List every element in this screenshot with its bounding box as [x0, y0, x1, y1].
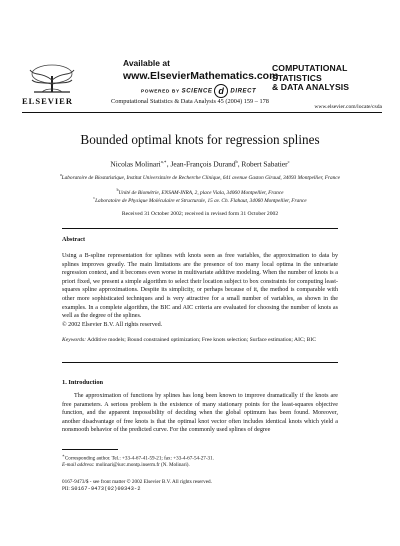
email-label: E-mail address: — [62, 462, 95, 469]
affiliation-text: Laboratoire de Physique Moléculaire et Structurale, 15 av. Ch. Flahaut, 34060 Montpellier, France — [95, 197, 307, 204]
footnote-divider — [62, 449, 118, 450]
pii-value: S0167-9473(02)00343-2 — [71, 486, 141, 492]
publisher-name: ELSEVIER — [22, 96, 73, 106]
journal-title-line: COMPUTATIONAL — [272, 63, 348, 73]
keywords — [62, 337, 338, 345]
journal-title-block — [272, 64, 382, 93]
author-name: Jean-François Durand — [170, 159, 236, 169]
abstract-copyright: © 2002 Elsevier B.V. All rights reserved. — [62, 321, 163, 328]
section-body: The approximation of functions by splines has long been known to improve dramatically if the knots are free parameters. A serious problem is the existence of many stationary points for the least-squares objective function, and the apparent impossibility of deciding when the global optimum has been found. Moreover, another disadvantage of free knots is that the optimal knot vector often includes identical knots which yield a nonsmooth behavior of the predicted curve. For the commonly used splines of degree — [62, 393, 338, 434]
abstract-top-divider — [62, 228, 338, 229]
footnote-mark: ∗ — [62, 453, 65, 458]
header-divider — [22, 112, 382, 113]
journal-title-line: & DATA ANALYSIS — [272, 82, 350, 92]
author-marks: c — [287, 159, 290, 164]
powered-by-sciencedirect — [141, 84, 256, 98]
author-marks: a,∗ — [160, 159, 167, 164]
affiliation-text: Unité de Biométrie, ENSAM-INRA, 2, place Viala, 34060 Montpellier, France — [118, 189, 284, 196]
abstract-text: Using a B-spline representation for splines with knots seen as free variables, the approximation to data by splines improves greatly. The main limitations are the presence of too many local optima in the univariate regression context, and it becomes even worse in multivariate additive modeling. When the number of knots is a priori fixed, we present a simple algorithm to select their location subject to box constraints for computing least-squares spline approximations. Despite its simplicity, or perhaps because of it, the method is comparable with other more sophisticated techniques and is very attractive for a small number of variables, as shown in the examples. In a complete algorithm, the BIC and AIC criteria are evaluated for choosing the number of knots as well as the degree of the splines. — [62, 253, 338, 320]
affiliation-mark: a — [59, 173, 62, 177]
available-at-label: Available at — [123, 58, 170, 68]
paper-title: Bounded optimal knots for regression splines — [80, 132, 320, 147]
affiliation-mark: c — [93, 196, 96, 200]
author-marks: b — [235, 159, 238, 164]
abstract-bottom-divider — [62, 362, 338, 363]
affiliation-text: Laboratoire de Biostatistique, Institut Universitaire de Recherche Clinique, 641 avenue Gaston Giraud, 34093 Montpellier, France — [61, 174, 341, 181]
site-link[interactable]: www.ElsevierMathematics.com — [123, 70, 279, 82]
author-name: Robert Sabatier — [241, 159, 288, 169]
keywords-text: Additive models; Bound constrained optimization; Free knots selection; Surface estimation; AIC; BIC — [87, 337, 316, 343]
section-heading: 1. Introduction — [62, 379, 104, 386]
pii-label: PII: — [62, 486, 70, 492]
author-name: Nicolas Molinari — [110, 159, 161, 169]
abstract-body — [62, 252, 338, 329]
issn-block — [62, 479, 212, 493]
affiliation — [50, 195, 350, 205]
powered-by-label: POWERED BY — [141, 89, 180, 95]
sciencedirect-at-icon: d — [214, 84, 228, 98]
email-address[interactable]: molinari@iurc.montp.inserm.fr (N. Molinari). — [95, 462, 190, 469]
science-label: SCIENCE — [181, 88, 213, 95]
journal-url[interactable]: www.elsevier.com/locate/csda — [314, 104, 382, 110]
direct-label: DIRECT — [230, 88, 257, 95]
author-list: Nicolas Molinari$^{a,∗}$, Jean-François Durand$^b$, Robert Sabatier$^c$ — [110, 159, 290, 169]
abstract-heading: Abstract — [62, 236, 86, 243]
journal-citation: Computational Statistics & Data Analysis 45 (2004) 159 – 178 — [111, 98, 269, 105]
affiliation — [50, 172, 350, 182]
corresponding-author-note: Corresponding author. Tel.: +33-4-67-41-59-21; fax: +33-4-67-54-27-31. — [64, 455, 214, 462]
keywords-label: Keywords: — [62, 337, 87, 343]
issn-line: 0167-9473/$ - see front matter © 2002 Elsevier B.V. All rights reserved. — [62, 479, 212, 485]
footnote — [62, 453, 338, 469]
affiliation-mark: b — [116, 188, 119, 192]
received-dates: Received 31 October 2002; received in revised form 31 October 2002 — [121, 211, 279, 217]
journal-title-line: STATISTICS — [272, 72, 322, 83]
